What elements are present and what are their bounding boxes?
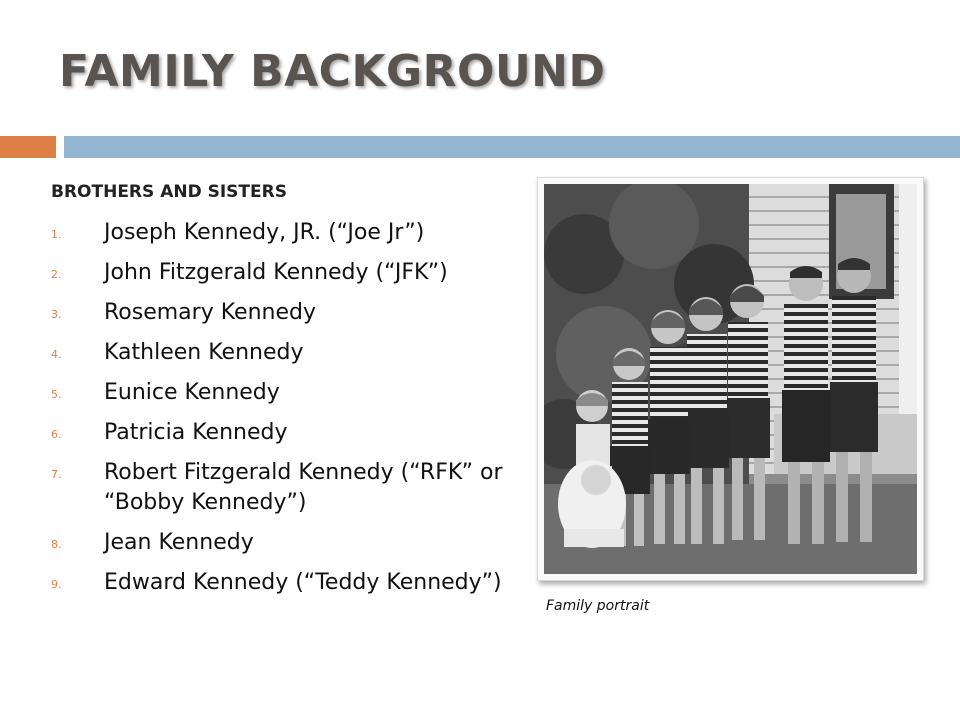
list-item-number: 1. xyxy=(51,228,62,241)
list-item xyxy=(51,378,531,408)
list-item-number: 7. xyxy=(51,468,62,481)
list-item-number: 8. xyxy=(51,538,62,551)
list-item-text: Eunice Kennedy xyxy=(104,380,280,405)
list-item-text: Joseph Kennedy, JR. (“Joe Jr”) xyxy=(104,220,425,245)
list-item-number: 5. xyxy=(51,388,62,401)
list-item xyxy=(51,298,531,328)
photo-caption: Family portrait xyxy=(546,598,650,614)
section-subheading: BROTHERS AND SISTERS xyxy=(51,182,287,202)
list-item-text: Rosemary Kennedy xyxy=(104,300,316,325)
list-item xyxy=(51,458,531,518)
family-photo-frame xyxy=(537,177,924,581)
list-item xyxy=(51,338,531,368)
list-item-text: Jean Kennedy xyxy=(104,530,254,555)
accent-bar-blue xyxy=(64,136,960,158)
list-item-number: 6. xyxy=(51,428,62,441)
family-portrait-photo xyxy=(544,184,917,574)
list-item xyxy=(51,258,531,288)
list-item-text: Patricia Kennedy xyxy=(104,420,288,445)
list-item-text: Robert Fitzgerald Kennedy (“RFK” or “Bobby Kennedy”) xyxy=(104,460,503,515)
list-item xyxy=(51,528,531,558)
list-item-text: Edward Kennedy (“Teddy Kennedy”) xyxy=(104,570,502,595)
list-item xyxy=(51,218,531,248)
accent-bar-orange xyxy=(0,136,56,158)
list-item-text: John Fitzgerald Kennedy (“JFK”) xyxy=(104,260,448,285)
list-item-number: 9. xyxy=(51,578,62,591)
list-item-number: 2. xyxy=(51,268,62,281)
list-item-text: Kathleen Kennedy xyxy=(104,340,304,365)
list-item-number: 3. xyxy=(51,308,62,321)
list-item xyxy=(51,568,531,598)
list-item-number: 4. xyxy=(51,348,62,361)
siblings-list xyxy=(51,218,531,608)
slide-title: FAMILY BACKGROUND xyxy=(59,46,606,97)
list-item xyxy=(51,418,531,448)
